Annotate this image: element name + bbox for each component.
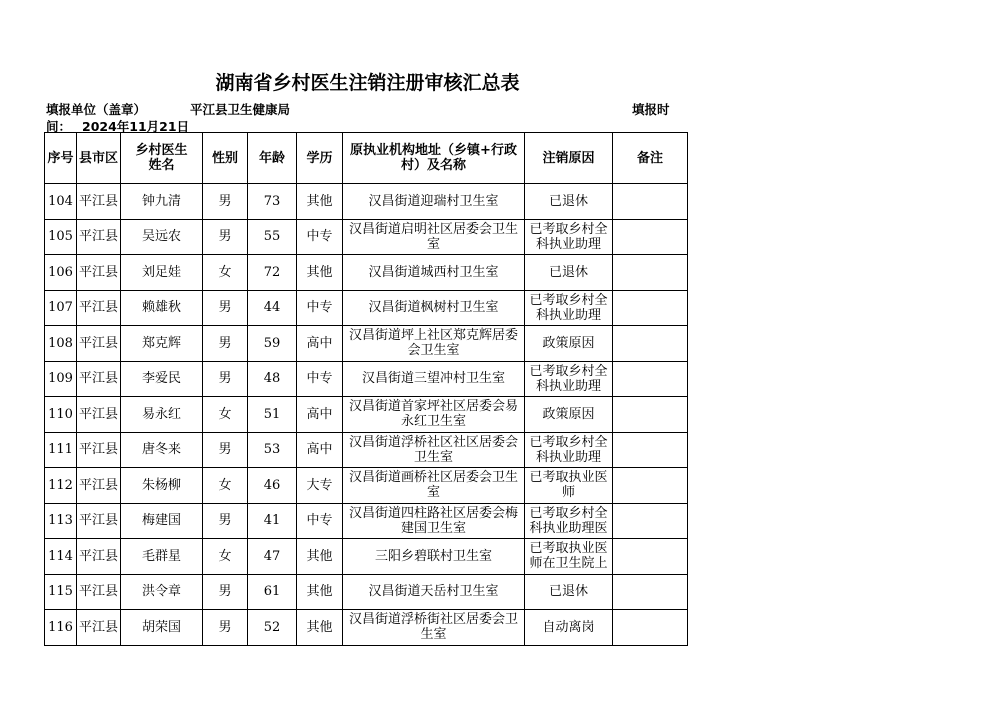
cell-name: 胡荣国 bbox=[121, 610, 203, 646]
cell-seq: 106 bbox=[45, 255, 77, 291]
cell-county: 平江县 bbox=[77, 503, 121, 539]
cell-county: 平江县 bbox=[77, 574, 121, 610]
cell-county: 平江县 bbox=[77, 468, 121, 504]
cell-remark bbox=[613, 432, 688, 468]
table-row bbox=[45, 326, 688, 362]
summary-table bbox=[44, 132, 688, 646]
cell-remark bbox=[613, 574, 688, 610]
cell-county: 平江县 bbox=[77, 361, 121, 397]
cell-org: 汉昌街道首家坪社区居委会易永红卫生室 bbox=[343, 397, 525, 433]
cell-org: 汉昌街道迎瑞村卫生室 bbox=[343, 184, 525, 220]
cell-remark bbox=[613, 255, 688, 291]
cell-org: 汉昌街道枫树村卫生室 bbox=[343, 290, 525, 326]
cell-reason: 已考取乡村全科执业助理医 bbox=[525, 503, 613, 539]
cell-county: 平江县 bbox=[77, 255, 121, 291]
cell-reason: 已退休 bbox=[525, 184, 613, 220]
cell-county: 平江县 bbox=[77, 539, 121, 575]
header-org: 原执业机构地址（乡镇+行政村）及名称 bbox=[343, 133, 525, 184]
cell-name: 吴远农 bbox=[121, 219, 203, 255]
cell-edu: 中专 bbox=[297, 361, 343, 397]
cell-seq: 116 bbox=[45, 610, 77, 646]
cell-age: 48 bbox=[248, 361, 297, 397]
header-gender: 性别 bbox=[203, 133, 248, 184]
cell-age: 47 bbox=[248, 539, 297, 575]
cell-gender: 男 bbox=[203, 610, 248, 646]
time-label-continued: 间： bbox=[46, 119, 72, 134]
cell-gender: 男 bbox=[203, 184, 248, 220]
cell-edu: 其他 bbox=[297, 574, 343, 610]
table-row bbox=[45, 574, 688, 610]
cell-age: 53 bbox=[248, 432, 297, 468]
cell-name: 梅建国 bbox=[121, 503, 203, 539]
cell-reason: 已考取乡村全科执业助理 bbox=[525, 219, 613, 255]
cell-remark bbox=[613, 397, 688, 433]
cell-county: 平江县 bbox=[77, 610, 121, 646]
cell-edu: 高中 bbox=[297, 326, 343, 362]
cell-seq: 114 bbox=[45, 539, 77, 575]
cell-gender: 男 bbox=[203, 432, 248, 468]
cell-gender: 男 bbox=[203, 503, 248, 539]
cell-reason: 自动离岗 bbox=[525, 610, 613, 646]
cell-age: 51 bbox=[248, 397, 297, 433]
time-value: 2024年11月21日 bbox=[82, 119, 190, 134]
unit-label: 填报单位（盖章） bbox=[46, 102, 147, 117]
cell-edu: 中专 bbox=[297, 290, 343, 326]
cell-edu: 中专 bbox=[297, 503, 343, 539]
cell-county: 平江县 bbox=[77, 219, 121, 255]
cell-org: 汉昌街道启明社区居委会卫生室 bbox=[343, 219, 525, 255]
header-row bbox=[45, 133, 688, 184]
cell-remark bbox=[613, 184, 688, 220]
cell-seq: 108 bbox=[45, 326, 77, 362]
sheet-title: 湖南省乡村医生注销注册审核汇总表 bbox=[215, 72, 520, 94]
table-row bbox=[45, 255, 688, 291]
cell-remark bbox=[613, 219, 688, 255]
cell-remark bbox=[613, 290, 688, 326]
table-row bbox=[45, 539, 688, 575]
table-row bbox=[45, 397, 688, 433]
cell-edu: 高中 bbox=[297, 432, 343, 468]
header-remark: 备注 bbox=[613, 133, 688, 184]
cell-edu: 其他 bbox=[297, 184, 343, 220]
cell-seq: 115 bbox=[45, 574, 77, 610]
cell-org: 汉昌街道浮桥社区社区居委会卫生室 bbox=[343, 432, 525, 468]
cell-name: 钟九清 bbox=[121, 184, 203, 220]
cell-age: 55 bbox=[248, 219, 297, 255]
cell-age: 61 bbox=[248, 574, 297, 610]
cell-reason: 已考取乡村全科执业助理 bbox=[525, 361, 613, 397]
cell-gender: 女 bbox=[203, 539, 248, 575]
unit-value: 平江县卫生健康局 bbox=[190, 102, 291, 117]
cell-age: 59 bbox=[248, 326, 297, 362]
cell-seq: 110 bbox=[45, 397, 77, 433]
cell-name: 毛群星 bbox=[121, 539, 203, 575]
cell-age: 72 bbox=[248, 255, 297, 291]
cell-org: 汉昌街道浮桥街社区居委会卫生室 bbox=[343, 610, 525, 646]
cell-gender: 女 bbox=[203, 397, 248, 433]
cell-seq: 107 bbox=[45, 290, 77, 326]
header-seq: 序号 bbox=[45, 133, 77, 184]
table-row bbox=[45, 361, 688, 397]
table-row bbox=[45, 432, 688, 468]
cell-seq: 113 bbox=[45, 503, 77, 539]
cell-name: 刘足娃 bbox=[121, 255, 203, 291]
header-county: 县市区 bbox=[77, 133, 121, 184]
cell-org: 汉昌街道四柱路社区居委会梅建国卫生室 bbox=[343, 503, 525, 539]
cell-gender: 男 bbox=[203, 574, 248, 610]
cell-edu: 中专 bbox=[297, 219, 343, 255]
cell-gender: 女 bbox=[203, 255, 248, 291]
cell-age: 73 bbox=[248, 184, 297, 220]
cell-name: 李爱民 bbox=[121, 361, 203, 397]
time-label: 填报时 bbox=[632, 102, 670, 117]
cell-name: 洪令章 bbox=[121, 574, 203, 610]
cell-age: 46 bbox=[248, 468, 297, 504]
table-row bbox=[45, 290, 688, 326]
table-body bbox=[45, 184, 688, 646]
cell-county: 平江县 bbox=[77, 290, 121, 326]
cell-remark bbox=[613, 610, 688, 646]
cell-seq: 111 bbox=[45, 432, 77, 468]
cell-reason: 已退休 bbox=[525, 574, 613, 610]
cell-seq: 109 bbox=[45, 361, 77, 397]
header-age: 年龄 bbox=[248, 133, 297, 184]
table-row bbox=[45, 219, 688, 255]
cell-reason: 已考取执业医师在卫生院上 bbox=[525, 539, 613, 575]
header-edu: 学历 bbox=[297, 133, 343, 184]
cell-org: 三阳乡碧联村卫生室 bbox=[343, 539, 525, 575]
cell-edu: 其他 bbox=[297, 539, 343, 575]
table-row bbox=[45, 610, 688, 646]
cell-gender: 男 bbox=[203, 361, 248, 397]
cell-gender: 男 bbox=[203, 219, 248, 255]
cell-remark bbox=[613, 468, 688, 504]
cell-remark bbox=[613, 503, 688, 539]
cell-age: 44 bbox=[248, 290, 297, 326]
cell-edu: 大专 bbox=[297, 468, 343, 504]
table-row bbox=[45, 503, 688, 539]
cell-name: 唐冬来 bbox=[121, 432, 203, 468]
cell-county: 平江县 bbox=[77, 432, 121, 468]
cell-county: 平江县 bbox=[77, 326, 121, 362]
cell-org: 汉昌街道天岳村卫生室 bbox=[343, 574, 525, 610]
cell-age: 52 bbox=[248, 610, 297, 646]
cell-edu: 高中 bbox=[297, 397, 343, 433]
cell-name: 郑克辉 bbox=[121, 326, 203, 362]
cell-remark bbox=[613, 326, 688, 362]
header-reason: 注销原因 bbox=[525, 133, 613, 184]
cell-reason: 已考取乡村全科执业助理 bbox=[525, 432, 613, 468]
cell-org: 汉昌街道城西村卫生室 bbox=[343, 255, 525, 291]
table-row bbox=[45, 468, 688, 504]
cell-gender: 男 bbox=[203, 290, 248, 326]
cell-edu: 其他 bbox=[297, 255, 343, 291]
cell-org: 汉昌街道三望冲村卫生室 bbox=[343, 361, 525, 397]
cell-name: 易永红 bbox=[121, 397, 203, 433]
cell-seq: 105 bbox=[45, 219, 77, 255]
table-row bbox=[45, 184, 688, 220]
cell-name: 赖雄秋 bbox=[121, 290, 203, 326]
cell-org: 汉昌街道画桥社区居委会卫生室 bbox=[343, 468, 525, 504]
cell-remark bbox=[613, 361, 688, 397]
cell-county: 平江县 bbox=[77, 397, 121, 433]
cell-reason: 政策原因 bbox=[525, 326, 613, 362]
cell-reason: 已考取执业医师 bbox=[525, 468, 613, 504]
cell-org: 汉昌街道坪上社区郑克辉居委会卫生室 bbox=[343, 326, 525, 362]
header-name: 乡村医生姓名 bbox=[121, 133, 203, 184]
cell-seq: 112 bbox=[45, 468, 77, 504]
cell-gender: 女 bbox=[203, 468, 248, 504]
cell-remark bbox=[613, 539, 688, 575]
cell-name: 朱杨柳 bbox=[121, 468, 203, 504]
cell-reason: 已考取乡村全科执业助理 bbox=[525, 290, 613, 326]
cell-reason: 已退休 bbox=[525, 255, 613, 291]
cell-county: 平江县 bbox=[77, 184, 121, 220]
cell-gender: 男 bbox=[203, 326, 248, 362]
cell-age: 41 bbox=[248, 503, 297, 539]
cell-edu: 其他 bbox=[297, 610, 343, 646]
cell-reason: 政策原因 bbox=[525, 397, 613, 433]
cell-seq: 104 bbox=[45, 184, 77, 220]
